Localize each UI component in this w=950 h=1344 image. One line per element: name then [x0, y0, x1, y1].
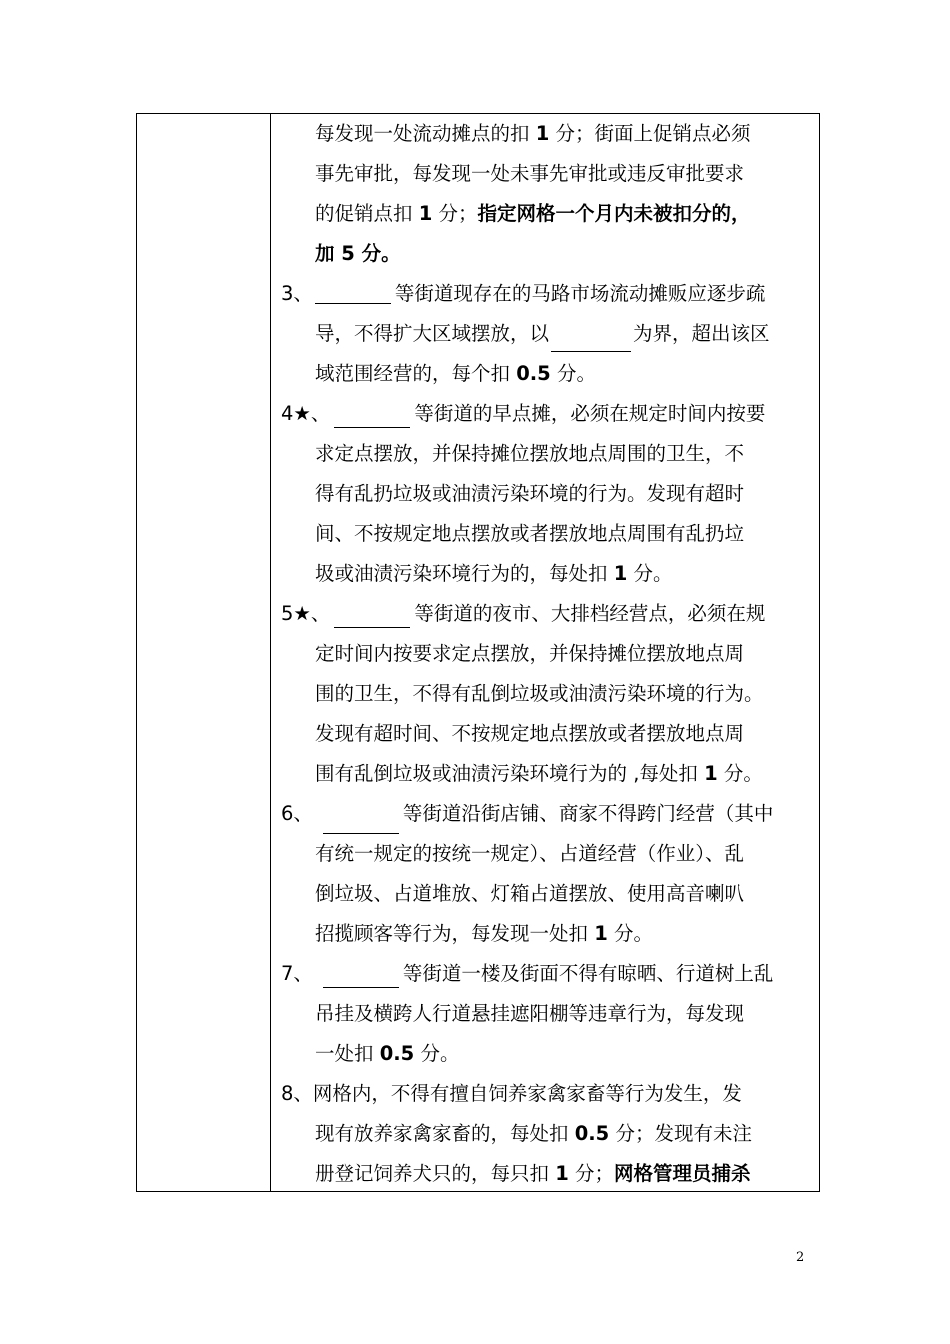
page-number: 2: [796, 1250, 805, 1265]
text: 分；发现有未注: [609, 1122, 752, 1145]
score: 0.5: [574, 1122, 610, 1145]
text: 导，不得扩大区域摆放，以: [315, 322, 550, 345]
item-3-line-2: [315, 314, 770, 354]
text: 的促销点扣: [315, 202, 419, 225]
fill-in-blank: [323, 811, 399, 834]
item-number: 6、: [281, 802, 313, 825]
text: 等街道一楼及街面不得有晾晒、行道树上乱: [402, 962, 774, 985]
fill-in-blank: [315, 281, 391, 304]
item-8-line-1: [281, 1074, 742, 1114]
item-4-line-2: 求定点摆放，并保持摊位摆放地点周围的卫生，不: [315, 442, 745, 465]
text: 等街道的夜市、大排档经营点，必须在规: [414, 602, 766, 625]
item-6-line-4: [315, 914, 653, 954]
score: 1: [594, 922, 608, 945]
item-7-line-2: 吊挂及横跨人行道悬挂遮阳棚等违章行为，每发现: [315, 1002, 745, 1025]
item-number: 8、: [281, 1082, 313, 1105]
item-4-line-3: 得有乱扔垃圾或油渍污染环境的行为。发现有超时: [315, 482, 745, 505]
score: 1: [418, 202, 433, 225]
item-4-line-4: 间、不按规定地点摆放或者摆放地点周围有乱扔垃: [315, 522, 745, 545]
score: 1: [613, 562, 628, 585]
score: 0.5: [516, 362, 551, 385]
column-divider: [270, 114, 271, 1191]
item-6-line-1: [281, 794, 773, 834]
text: 分。: [717, 762, 763, 785]
item-2-line-4: 加 5 分。: [315, 242, 401, 265]
bold-text: 网格管理员捕杀: [613, 1162, 751, 1185]
text: 圾或油渍污染环境行为的，每处扣: [315, 562, 614, 585]
text: 等街道现存在的马路市场流动摊贩应逐步疏: [394, 282, 766, 305]
item-5-line-5: [315, 754, 763, 794]
fill-in-blank: [323, 965, 399, 988]
item-8-line-3: [315, 1154, 751, 1194]
item-8-line-2: [315, 1114, 752, 1154]
fill-in-blank: [551, 329, 631, 352]
item-number: 5★、: [281, 602, 331, 625]
item-2-line-2: 事先审批，每发现一处未事先审批或违反审批要求: [315, 162, 745, 185]
text: 分。: [414, 1042, 460, 1065]
score: 0.5: [379, 1042, 415, 1065]
rules-table: [136, 113, 820, 1192]
score: 1: [555, 1162, 569, 1185]
item-6-line-2: 有统一规定的按统一规定）、占道经营（作业）、乱: [315, 842, 745, 865]
text: 现有放养家禽家畜的，每处扣: [315, 1122, 575, 1145]
score: 1: [535, 122, 550, 145]
text: 分；街面上促销点必须: [549, 122, 751, 145]
item-number: 3、: [281, 282, 313, 305]
fill-in-blank: [334, 605, 410, 628]
text: 域范围经营的，每个扣: [315, 362, 517, 385]
fill-in-blank: [334, 405, 410, 428]
item-4-line-1: [281, 394, 765, 434]
item-3-line-3: [315, 354, 596, 394]
item-2-line-3: [315, 194, 751, 234]
item-5-line-3: 围的卫生，不得有乱倒垃圾或油渍污染环境的行为。: [315, 682, 764, 705]
text: 分。: [550, 362, 596, 385]
text: 册登记饲养犬只的，每只扣: [315, 1162, 556, 1185]
item-6-line-3: 倒垃圾、占道堆放、灯箱占道摆放、使用高音喇叭: [315, 882, 745, 905]
text: 网格内，不得有擅自饲养家禽家畜等行为发生，发: [312, 1082, 742, 1105]
text: 每发现一处流动摊点的扣: [315, 122, 536, 145]
text: 一处扣: [315, 1042, 380, 1065]
text: 为界，超出该区: [633, 322, 770, 345]
text: 招揽顾客等行为，每发现一处扣: [315, 922, 595, 945]
text: 分。: [607, 922, 653, 945]
text: 分；: [432, 202, 478, 225]
item-number: 7、: [281, 962, 313, 985]
text: 围有乱倒垃圾或油渍污染环境行为的 ,每处扣: [315, 762, 705, 785]
item-5-line-2: 定时间内按要求定点摆放，并保持摊位摆放地点周: [315, 642, 745, 665]
text: 等街道的早点摊，必须在规定时间内按要: [414, 402, 766, 425]
item-5-line-4: 发现有超时间、不按规定地点摆放或者摆放地点周: [315, 722, 745, 745]
text: 分。: [627, 562, 673, 585]
item-7-line-3: [315, 1034, 459, 1074]
item-number: 4★、: [281, 402, 331, 425]
text: 分；: [568, 1162, 614, 1185]
score: 1: [704, 762, 718, 785]
item-5-line-1: [281, 594, 765, 634]
bold-text: 指定网格一个月内未被扣分的，: [477, 202, 751, 225]
item-2-line-1: [315, 114, 750, 154]
item-3-line-1: [281, 274, 765, 314]
item-7-line-1: [281, 954, 773, 994]
item-4-line-5: [315, 554, 672, 594]
text: 等街道沿街店铺、商家不得跨门经营（其中: [402, 802, 774, 825]
